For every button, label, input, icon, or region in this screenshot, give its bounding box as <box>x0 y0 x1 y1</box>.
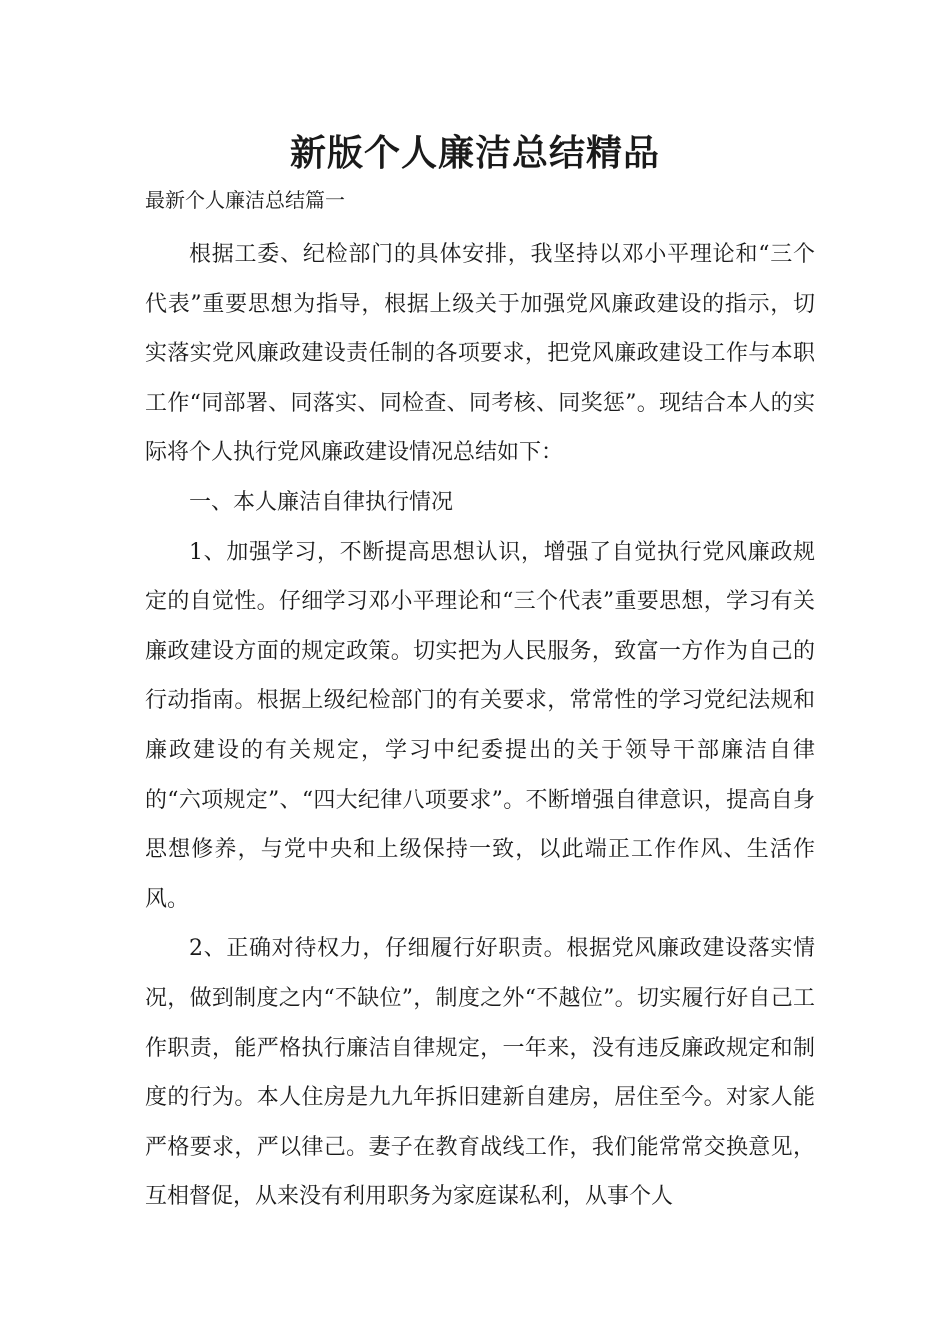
section-heading: 一、本人廉洁自律执行情况 <box>189 489 454 515</box>
paragraph-item-1: 1、加强学习，不断提高思想认识，增强了自觉执行党风廉政规定的自觉性。仔细学习邓小平理论和“三个代表”重要思想，学习有关廉政建设方面的规定政策。切实把为人民服务，致富一方作为自己的行动指南。根据上级纪检部门的有关要求，常常性的学习党纪法规和廉政建设的有关规定，学习中纪委提出的关于领导干部廉洁自律的“六项规定”、“四大纪律八项要求”。不断增强自律意识，提高自身思想修养，与党中央和上级保持一致，以此端正工作作风、生活作风。 <box>145 539 815 912</box>
document-body <box>145 230 815 1222</box>
paragraph-item-2: 2、正确对待权力，仔细履行好职责。根据党风廉政建设落实情况，做到制度之内“不缺位”，制度之外“不越位”。切实履行好自己工作职责，能严格执行廉洁自律规定，一年来，没有违反廉政规定和制度的行为。本人住房是九九年拆旧建新自建房，居住至今。对家人能严格要求，严以律己。妻子在教育战线工作，我们能常常交换意见，互相督促，从来没有利用职务为家庭谋私利，从事个人 <box>145 936 815 1210</box>
paragraph-intro: 根据工委、纪检部门的具体安排，我坚持以邓小平理论和“三个代表”重要思想为指导，根据上级关于加强党风廉政建设的指示，切实落实党风廉政建设责任制的各项要求，把党风廉政建设工作与本职工作“同部署、同落实、同检查、同考核、同奖惩”。现结合本人的实际将个人执行党风廉政建设情况总结如下： <box>145 242 815 466</box>
document-title: 新版个人廉洁总结精品 <box>289 133 660 174</box>
document-subtitle: 最新个人廉洁总结篇一 <box>145 188 345 212</box>
